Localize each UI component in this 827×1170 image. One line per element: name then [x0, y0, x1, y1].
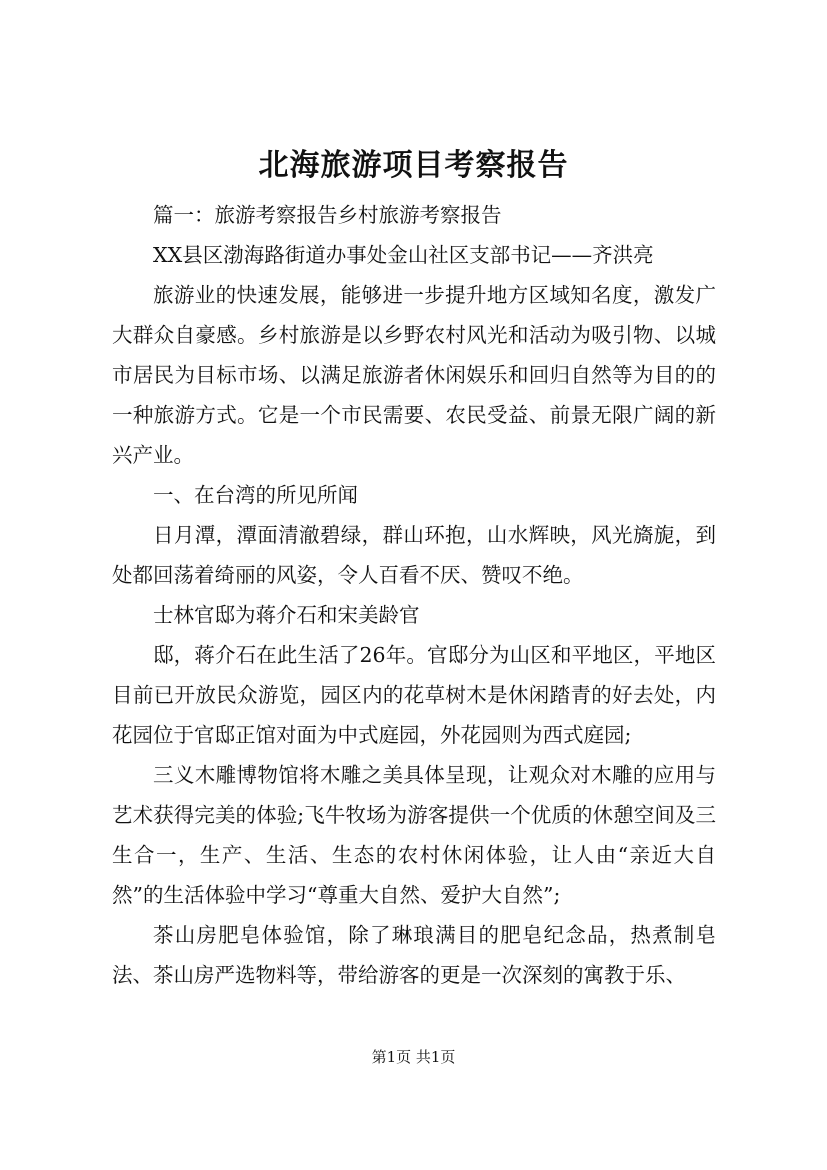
paragraph-section-heading: 篇一：旅游考察报告乡村旅游考察报告 — [153, 203, 502, 227]
page-footer: 第1页 共1页 — [371, 1048, 456, 1066]
paragraph-intro: 旅游业的快速发展，能够进一步提升地方区域知名度，激发广大群众自豪感。乡村旅游是以乡野农村风光和活动为吸引物、以城市居民为目标市场、以满足旅游者休闲娱乐和回归自然等为目的的一种旅游方式。它是一个市民需要、农民受益、前景无限广阔的新兴产业。 — [112, 283, 716, 467]
document-body — [112, 195, 716, 995]
paragraph-soap-museum: 茶山房肥皂体验馆，除了琳琅满目的肥皂纪念品，热煮制皂法、茶山房严选物料等，带给游客的更是一次深刻的寓教于乐、 — [112, 923, 716, 987]
paragraph-subheading: 一、在台湾的所见所闻 — [153, 483, 358, 507]
paragraph-shilin-residence: 士林官邸为蒋介石和宋美龄官 — [153, 603, 420, 627]
paragraph-residence-detail: 邸，蒋介石在此生活了26年。官邸分为山区和平地区，平地区目前已开放民众游览，园区内的花草树木是休闲踏青的好去处，内花园位于官邸正馆对面为中式庭园，外花园则为西式庭园; — [112, 643, 716, 747]
paragraph-sun-moon-lake: 日月潭，潭面清澈碧绿，群山环抱，山水辉映，风光旖旎，到处都回荡着绮丽的风姿，令人百看不厌、赞叹不绝。 — [112, 523, 716, 587]
paragraph-sanyi-museum: 三义木雕博物馆将木雕之美具体呈现，让观众对木雕的应用与艺术获得完美的体验;飞牛牧场为游客提供一个优质的休憩空间及三生合一，生产、生活、生态的农村休闲体验，让人由“亲近大自然”的生活体验中学习“尊重大自然、爱护大自然”; — [112, 763, 716, 907]
document-title: 北海旅游项目考察报告 — [258, 148, 569, 183]
paragraph-author: XX县区渤海路街道办事处金山社区支部书记——齐洪亮 — [153, 243, 654, 267]
